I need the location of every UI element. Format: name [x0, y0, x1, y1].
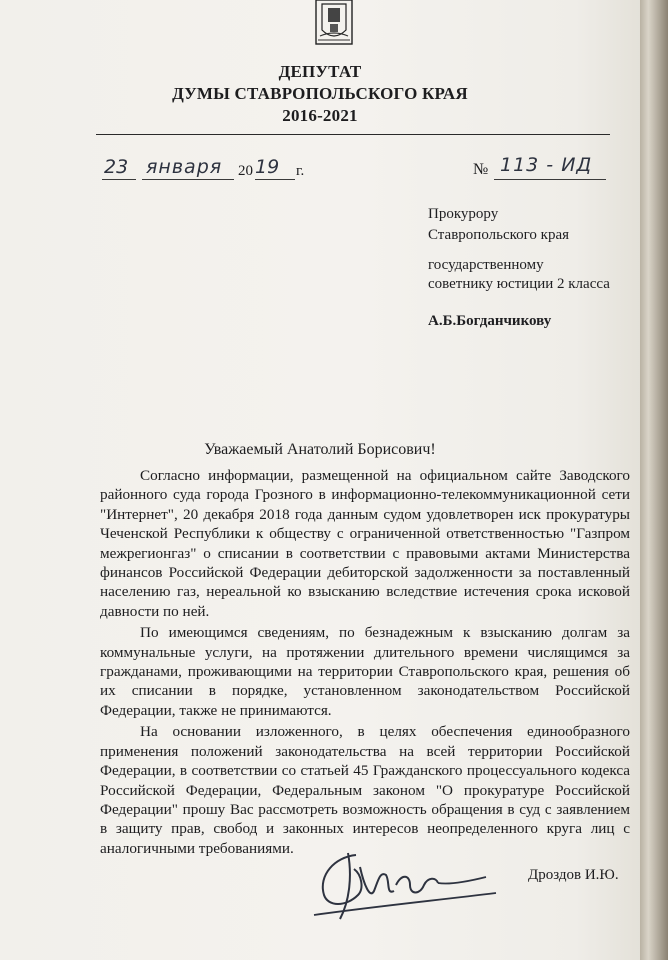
- date-month-underline: [142, 179, 234, 180]
- paragraph-3: На основании изложенного, в целях обеспечения единообразного применения положений законодательства на всей территории Российской Федерации, в соответствии со статьей 45 Гражданского процессуального кодекса Российской Федерации, Федеральным законом "О прокуратуре Российской Федерации" прошу Вас рассмотреть возможность обращения в суд с заявлением в защиту прав, свобод и законных интересов неопределенного круга лиц с аналогичными требованиями.: [100, 723, 630, 857]
- handwritten-signature: [310, 845, 500, 925]
- date-year-unit: г.: [296, 163, 305, 179]
- number-sign: №: [473, 161, 489, 178]
- header-title: ДЕПУТАТ: [278, 62, 362, 81]
- date-year-prefix: 20: [238, 163, 253, 179]
- letter-body: [100, 466, 630, 860]
- header-organization: ДУМЫ СТАВРОПОЛЬСКОГО КРАЯ: [172, 84, 468, 103]
- addressee-line-1: Прокурору: [428, 206, 499, 222]
- addressee-line-4: советнику юстиции 2 класса: [428, 276, 610, 292]
- addressee-name: А.Б.Богданчикову: [428, 313, 552, 329]
- paragraph-2: По имеющимся сведениям, по безнадежным к взысканию долгам за коммунальные услуги, на протяжении длительного времени числящимся за гражданами, проживающими на территории Ставропольского края, решения об их списании в порядке, установленном законодательством Российской Федерации, также не принимаются.: [100, 624, 630, 719]
- coat-of-arms-icon: [314, 0, 354, 46]
- date-year-underline: [255, 179, 295, 180]
- registration-number: 113 - ИД: [500, 154, 593, 176]
- date-day: 23: [104, 156, 129, 178]
- background-edge: [640, 0, 668, 960]
- addressee-line-3: государственному: [428, 257, 544, 273]
- addressee-line-2: Ставропольского края: [428, 227, 569, 243]
- date-year-suffix: 19: [255, 156, 280, 178]
- header-term: 2016-2021: [282, 106, 358, 125]
- signer-name: Дроздов И.Ю.: [528, 867, 619, 883]
- date-day-underline: [102, 179, 136, 180]
- paragraph-1: Согласно информации, размещенной на официальном сайте Заводского районного суда города Грозного в информационно-телекоммуникационной сети "Интернет", 20 декабря 2018 года данным судом удовлетворен иск прокуратуры Чеченской Республики к обществу с ограниченной ответственностью "Газпром межрегионгаз" о списании в соответствии с правовыми актами Министерства финансов Российской Федерации дебиторской задолженности за поставленный населению газ, нереальной ко взысканию вследствие истечения срока исковой давности по ней.: [100, 467, 630, 620]
- greeting: Уважаемый Анатолий Борисович!: [204, 441, 436, 458]
- date-month: января: [146, 156, 223, 178]
- number-underline: [494, 179, 606, 180]
- header-divider: [96, 134, 610, 135]
